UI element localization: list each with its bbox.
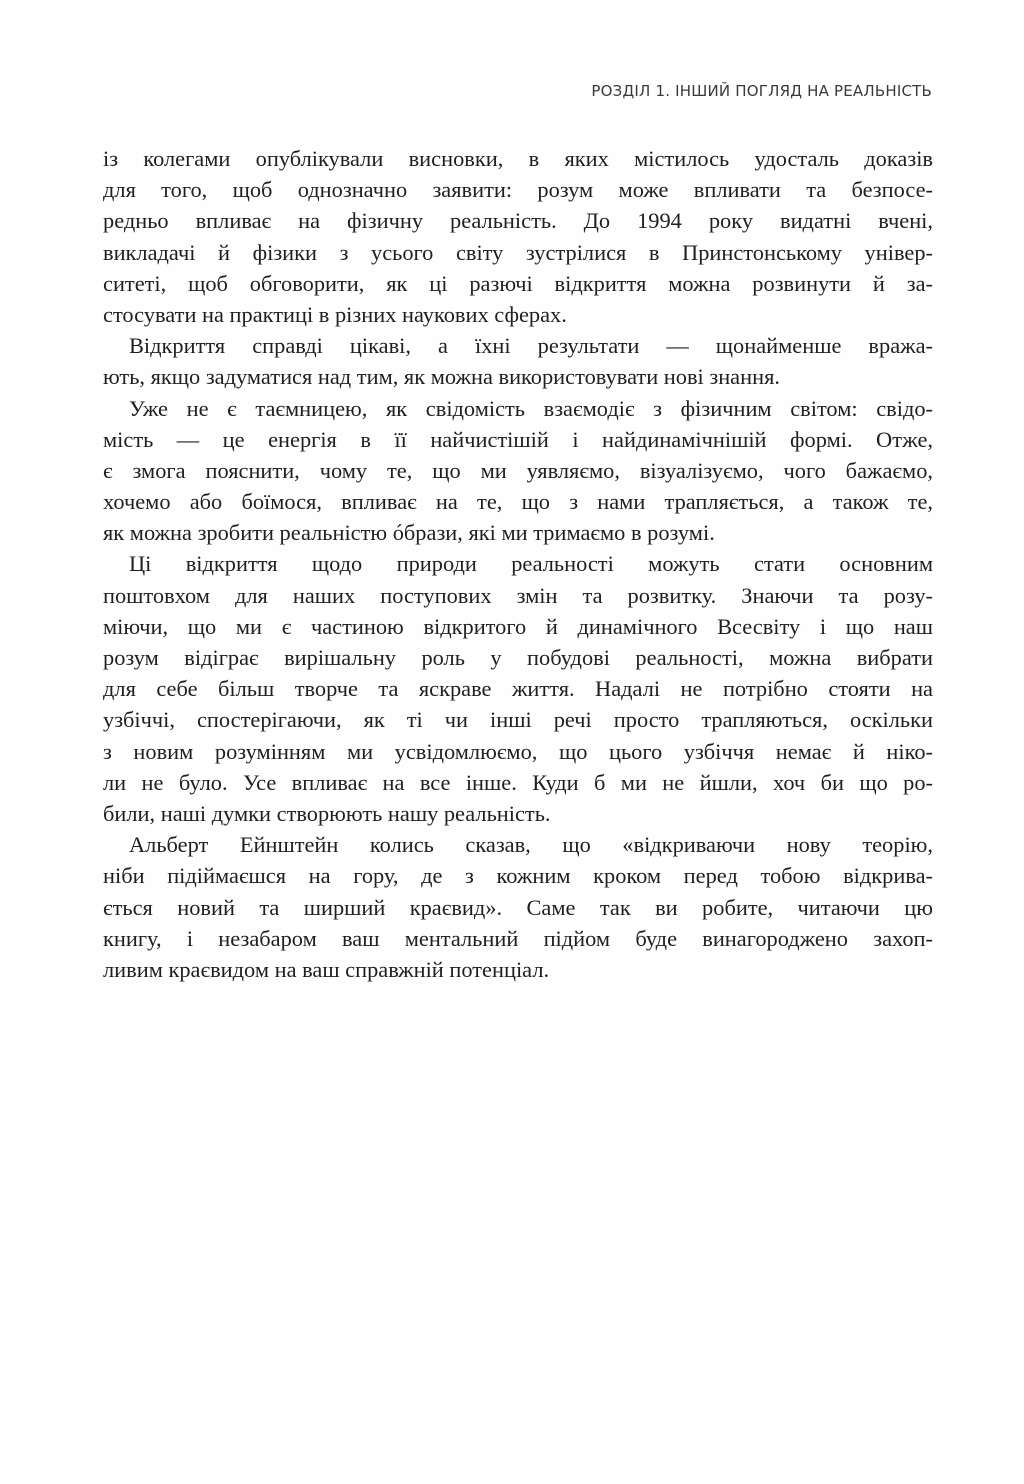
text-line: били, наші думки створюють нашу реальність. [103,800,551,826]
text-line: Альберт Ейнштейн колись сказав, що «відкриваючи нову теорію, [129,832,933,858]
text-line: є змога пояснити, чому те, що ми уявляємо, візуалізуємо, чого бажаємо, [103,457,933,483]
text-line: ніби підіймаєшся на гору, де з кожним кроком перед тобою відкрива- [103,863,933,889]
text-line: ливим краєвидом на ваш справжній потенціал. [103,956,550,982]
text-line: Відкриття справді цікаві, а їхні результати — щонайменше вража- [129,333,933,359]
body-text [103,143,933,985]
paragraph [103,330,933,392]
text-line: Уже не є таємницею, як свідомість взаємодіє з фізичним світом: свідо- [129,395,933,421]
text-line: поштовхом для наших поступових змін та розвитку. Знаючи та розу- [103,582,933,608]
text-line: ли не було. Усе впливає на все інше. Куди б ми не йшли, хоч би що ро- [103,769,933,795]
text-line: ють, якщо задуматися над тим, як можна використовувати нові знання. [103,364,780,390]
text-line: із колегами опублікували висновки, в яких містилось удосталь доказів [103,146,933,171]
text-line: узбіччі, спостерігаючи, як ті чи інші речі просто трапляються, оскільки [103,707,933,733]
text-line: книгу, і незабаром ваш ментальний підйом буде винагороджено захоп- [103,925,933,951]
paragraph [103,829,933,985]
text-line: ється новий та ширший краєвид». Саме так ви робите, читаючи цю [103,894,933,920]
paragraph [103,548,933,829]
text-line: мість — це енергія в її найчистішій і найдинамічнішій формі. Отже, [103,426,933,452]
text-line: з новим розумінням ми усвідомлюємо, що цього узбіччя немає й ніко- [103,738,933,764]
text-line: розум відіграє вирішальну роль у побудові реальності, можна вибрати [103,645,933,670]
text-line: ситеті, щоб обговорити, як ці разючі відкриття можна розвинути й за- [103,270,933,296]
text-line: стосувати на практиці в різних наукових сферах. [103,301,567,327]
paragraph [103,143,933,330]
running-header: РОЗДІЛ 1. ІНШИЙ ПОГЛЯД НА РЕАЛЬНІСТЬ [591,82,932,100]
text-line: для того, щоб однозначно заявити: розум може впливати та безпосе- [103,177,933,203]
text-line: Ці відкриття щодо природи реальності можуть стати основним [129,551,933,577]
text-line: викладачі й фізики з усього світу зустрілися в Принстонському універ- [103,239,933,265]
paragraph [103,393,933,549]
text-line: хочемо або боїмося, впливає на те, що з нами трапляється, а також те, [103,489,933,515]
text-line: як можна зробити реальністю óбрази, які ми тримаємо в розумі. [103,520,715,546]
text-line: редньо впливає на фізичну реальність. До 1994 року видатні вчені, [103,208,933,234]
text-line: міючи, що ми є частиною відкритого й динамічного Всесвіту і що наш [103,613,933,639]
text-line: для себе більш творче та яскраве життя. Надалі не потрібно стояти на [103,676,933,702]
